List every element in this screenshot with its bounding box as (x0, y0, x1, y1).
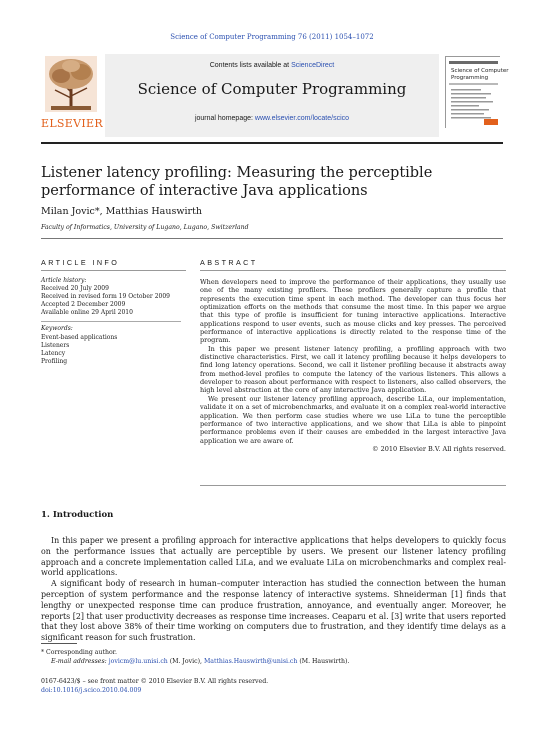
issn-block (41, 678, 268, 695)
journal-cover-thumbnail (445, 56, 509, 128)
section-heading-introduction: 1. Introduction (41, 510, 114, 520)
history-item: Accepted 2 December 2009 (41, 301, 126, 309)
homepage-line (105, 115, 439, 122)
publisher-name: ELSEVIER (41, 117, 103, 130)
email-owner-jovic: (M. Jovic), (167, 658, 204, 665)
intro-paragraph: In this paper we present a profiling approach for interactive applications that helps developers to quickly focus on the performance issues that actually are perceptible by users. We present our listener latency profiling approach and a concrete implementation called LiLa, and we evaluate LiLa on microbenchmarks and complex real-world applications. (41, 536, 506, 578)
elsevier-tree-logo (41, 54, 101, 126)
corresponding-author-note: * Corresponding author. (41, 649, 117, 656)
keywords-label: Keywords: (41, 325, 73, 333)
journal-masthead (105, 54, 439, 137)
footnote-rule (41, 643, 77, 644)
email-link-jovic[interactable]: jovicm@lu.unisi.ch (108, 658, 168, 665)
article-info-heading: ARTICLE INFO (41, 258, 120, 267)
cover-title-line-2: Programming (451, 75, 489, 81)
issn-line: 0167-6423/$ – see front matter © 2010 Elsevier B.V. All rights reserved. (41, 678, 269, 685)
email-link-hauswirth[interactable]: Matthias.Hauswirth@unisi.ch (203, 658, 298, 665)
keyword-item: Listeners (41, 341, 70, 349)
abstract-heading: ABSTRACT (200, 258, 258, 267)
affiliation: Faculty of Informatics, University of Lugano, Lugano, Switzerland (41, 224, 249, 231)
history-item: Received in revised form 19 October 2009 (41, 293, 170, 301)
homepage-link[interactable]: www.elsevier.com/locate/scico (254, 115, 350, 122)
sciencedirect-link[interactable]: ScienceDirect (291, 62, 335, 69)
email-addresses (41, 657, 506, 666)
doi-link[interactable]: doi:10.1016/j.scico.2010.04.009 (41, 686, 142, 694)
article-info-rule (41, 270, 186, 271)
history-label: Article history: (41, 277, 87, 284)
keyword-item: Event-based applications (41, 333, 118, 341)
homepage-prefix: journal homepage: (194, 115, 255, 122)
intro-paragraph: A significant body of research in human–computer interaction has studied the connection between the human perception of system performance and the response latency of interactive systems. Shneiderman [1] finds that lengthy or unexpected response time can produce frustration, annoyance, and eventually anger. Moreover, he reports [2] that user productivity decreases as response time increases. Ceaparu et al. [3] write that users reported that they lost above 38% of their time working on computers due to frustration, and they identify time delays as a significant reason for such frustration. (41, 579, 506, 643)
abstract-paragraph: When developers need to improve the performance of their applications, they usually use one of the many existing profilers. These profilers generally capture a profile that represents the execution time spent in each method. The developer can thus focus her optimization efforts on the methods that consume the most time. In this paper we argue that this type of profile is insufficient for tuning interactive applications. Interactive applications respond to user events, such as mouse clicks and key presses. The perceived performance of interactive applications is directly related to the response time of the program. (200, 278, 506, 345)
journal-reference[interactable]: Science of Computer Programming 76 (2011) 1054–1072 (170, 33, 374, 41)
cover-title-line-1: Science of Computer (451, 68, 509, 74)
abstract-paragraph: We present our listener latency profiling approach, describe LiLa, our implementation, validate it on a set of microbenchmarks, and evaluate it on a complex real-world interactive application. We then perform case studies where we use LiLa to tune the perceptible performance of two interactive applications, and we show that LiLa is able to pinpoint performance problems even if their causes are embedded in the largest interactive Java application we are aware of. (200, 394, 506, 445)
abstract-paragraph: In this paper we present listener latency profiling, a profiling approach with two distinctive characteristics. First, we call it latency profiling because it helps developers to find long latency operations. Second, we call it listener profiling because it abstracts away from method-level profiles to compute the latency of the various listeners. This allows a developer to reason about performance with respect to listeners, also called observers, the high level abstraction at the core of any interactive Java application. (200, 344, 506, 395)
journal-title: Science of Computer Programming (137, 80, 407, 98)
abstract-bottom-rule (200, 485, 506, 486)
info-divider (41, 321, 181, 322)
history-item: Available online 29 April 2010 (41, 309, 133, 317)
copyright-notice: © 2010 Elsevier B.V. All rights reserved. (372, 444, 506, 453)
abstract-rule (200, 270, 506, 271)
header-rule (41, 142, 503, 144)
email-label: E-mail addresses: (51, 658, 109, 665)
footnotes (41, 648, 506, 666)
article-info-panel (41, 277, 191, 366)
authors: Milan Jovic*, Matthias Hauswirth (41, 206, 202, 217)
contents-prefix: Contents lists available at (209, 62, 292, 69)
title-rule (41, 238, 503, 239)
article-title: Listener latency profiling: Measuring the perceptible performance of interactive Java applications (41, 165, 433, 199)
introduction-body (41, 536, 506, 644)
journal-header (41, 54, 509, 137)
keyword-item: Latency (41, 349, 66, 357)
email-owner-hauswirth: (M. Hauswirth). (297, 658, 350, 665)
contents-line (105, 62, 439, 69)
history-item: Received 20 July 2009 (41, 285, 109, 293)
keyword-item: Profiling (41, 357, 68, 365)
abstract-body (200, 278, 506, 453)
